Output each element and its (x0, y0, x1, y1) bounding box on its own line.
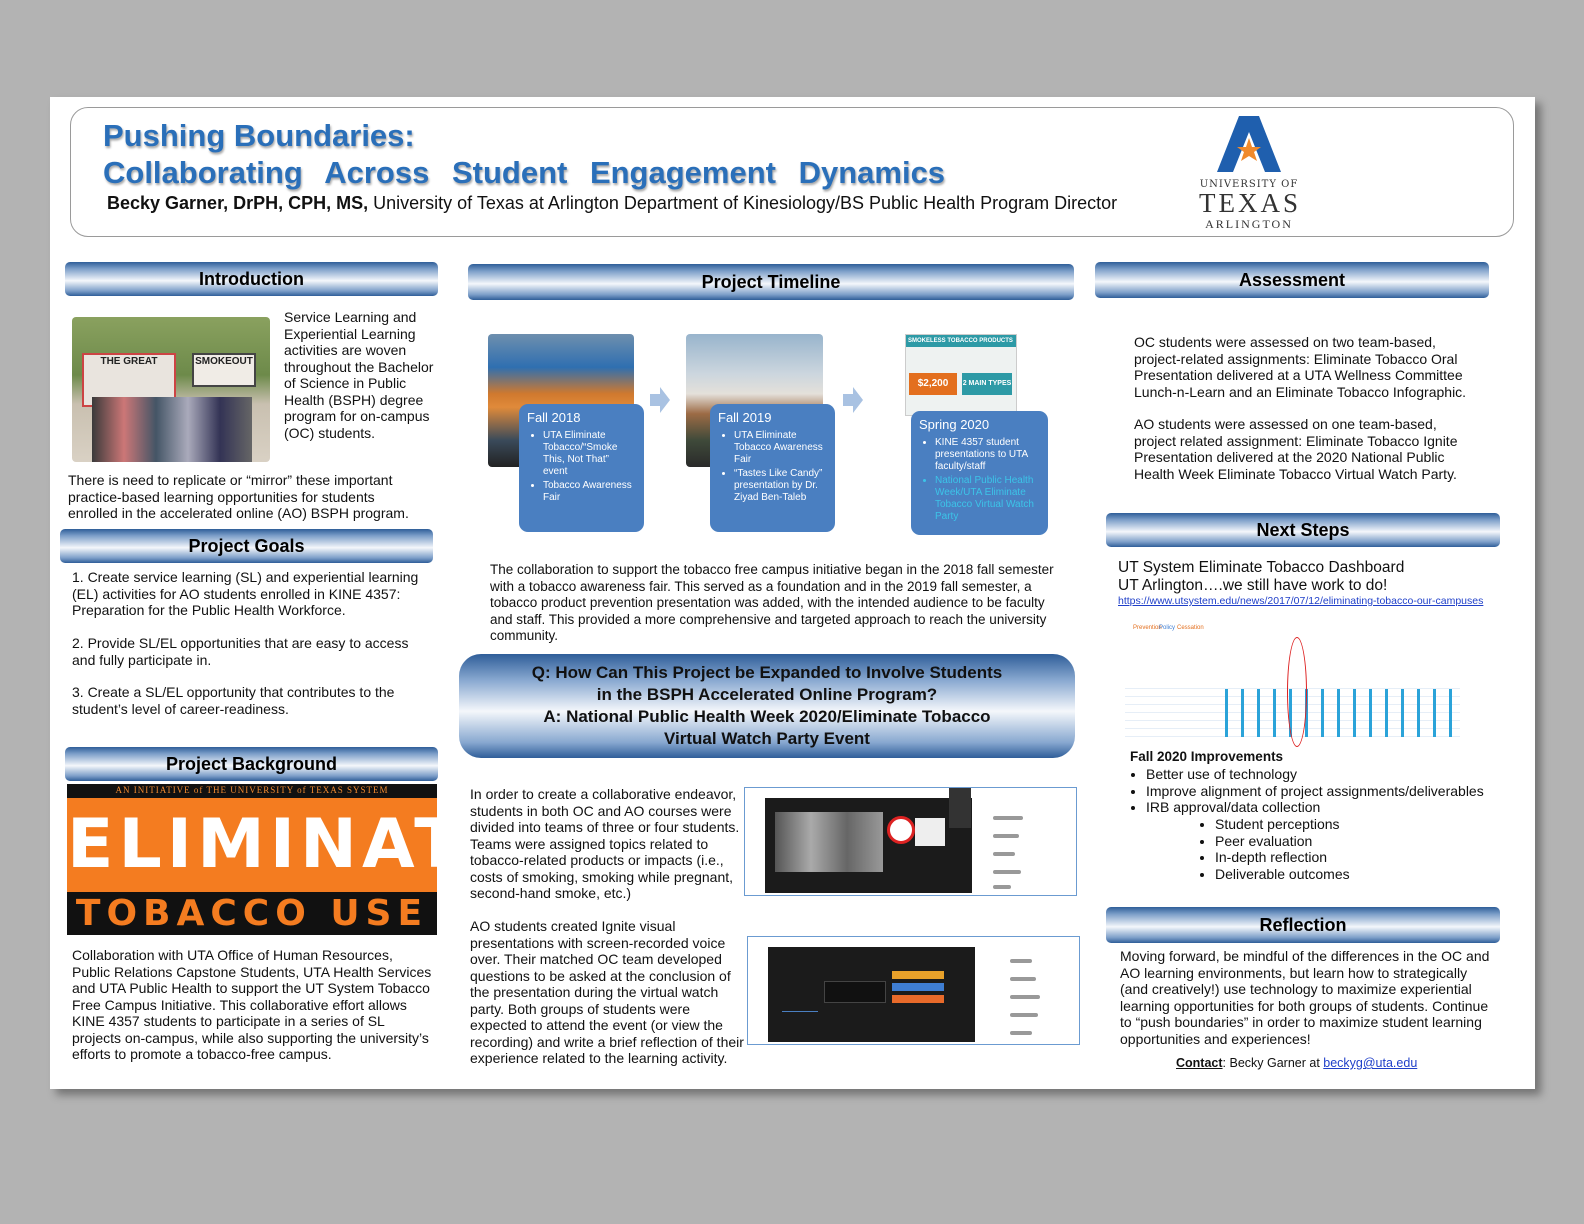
question-box (459, 654, 1075, 758)
watch-party-screenshot-2 (747, 936, 1080, 1045)
photo-sign-text-2: SMOKEOUT (195, 356, 253, 367)
improvement-item: • Improve alignment of project assignments/deliverables (1146, 783, 1506, 800)
timeline-title: Fall 2019 (718, 410, 772, 425)
slide-photo (775, 812, 883, 872)
dashboard-tab-prevention: Prevention (1133, 625, 1162, 631)
contact-label: Contact (1176, 1056, 1223, 1070)
background-body: Collaboration with UTA Office of Human Resources, Public Relations Capstone Students, UTA Health Services and UTA Public Health to support the UT System Tobacco Free Campus Initiative. This collaborative effort allows KINE 4357 students to participate in a series of SL projects on-campus, while also supporting the university’s efforts to promote a tobacco-free campus. (72, 947, 432, 1062)
dashboard-tab-policy: Policy (1159, 625, 1176, 631)
next-steps-line-2: UT Arlington….we still have work to do! (1118, 577, 1388, 594)
assessment-para-2: AO students were assessed on one team-based, project related assignment: Eliminate Tobacco Ignite Presentation delivered at the 2020 National Public Health Week Eliminate Tobacco Virtual Watch Party. (1134, 416, 1458, 482)
uta-highlight-oval (1287, 637, 1307, 747)
timeline-item: • UTA Eliminate Tobacco/“Smoke This, Not That” event (543, 430, 636, 478)
timeline-item-highlight: • National Public Health Week/UTA Eliminate Tobacco Virtual Watch Party (935, 475, 1040, 523)
timeline-title: Fall 2018 (527, 410, 581, 425)
timeline-item: • “Tastes Like Candy” presentation by Dr. Ziyad Ben-Taleb (734, 468, 827, 504)
timeline-arrow-icon (650, 387, 670, 413)
intro-photo (72, 317, 270, 462)
slide-bar-3 (892, 995, 944, 1003)
improvement-item: • IRB approval/data collection (1146, 799, 1506, 816)
eliminate-tobacco-banner (67, 784, 518, 935)
timeline-item: • UTA Eliminate Tobacco Awareness Fair (734, 430, 827, 466)
improvement-item: • Better use of technology (1146, 766, 1506, 783)
goals-heading: Project Goals (60, 529, 433, 563)
author-line (107, 193, 1117, 214)
banner-top-text: AN INITIATIVE of THE UNIVERSITY of TEXAS SYSTEM (67, 784, 437, 798)
photo-people (92, 397, 252, 462)
contact-email-link[interactable]: beckyg@uta.edu (1323, 1056, 1418, 1070)
slide-bar-2 (892, 983, 944, 991)
logo-line-3: ARLINGTON (1205, 217, 1293, 231)
dashboard-tab-cessation: Cessation (1177, 625, 1204, 631)
uta-logo (1199, 116, 1299, 232)
timeline-spring-2020 (911, 411, 1048, 535)
next-steps-line-1: UT System Eliminate Tobacco Dashboard (1118, 559, 1405, 576)
poster (50, 97, 1535, 1089)
timeline-fall-2019 (710, 404, 835, 532)
reflection-body: Moving forward, be mindful of the differences in the OC and AO learning environments, but learn how to strategically (and creatively!) use technology to maximize experiential learning opportunities for both groups of students. Continue to “push boundaries” in order to maximize student learning opportunities and experiences! (1120, 948, 1490, 1047)
question-line-1: Q: How Can This Project be Expanded to Involve Students (531, 663, 1003, 682)
improvements-list (1128, 766, 1506, 816)
answer-line-1: A: National Public Health Week 2020/Eliminate Tobacco (543, 707, 991, 726)
uta-a-icon (1217, 116, 1281, 172)
presenter-video (949, 788, 971, 828)
improvement-sub-item: • Deliverable outcomes (1215, 866, 1435, 883)
slide-map (915, 818, 945, 846)
next-steps-heading: Next Steps (1106, 513, 1500, 547)
watch-party-screenshot-1 (744, 787, 1077, 896)
author-name: Becky Garner, DrPH, CPH, MS, (107, 193, 369, 213)
assessment-para-1: OC students were assessed on two team-based, project-related assignments: Eliminate Tobacco Oral Presentation delivered at a UTA Wellness Committee Lunch-n-Learn and an Eliminate Tobacco Infographic. (1134, 334, 1467, 400)
contact-text: : Becky Garner at (1222, 1056, 1324, 1070)
dashboard-table (1125, 611, 1460, 741)
banner-sub-text: TOBACCO USE (75, 893, 429, 934)
title-line-2: Collaborating Across Student Engagement Dynamics (103, 155, 946, 190)
screenshot-screen (765, 798, 972, 893)
improvement-sub-item: • Peer evaluation (1215, 833, 1435, 850)
slide-link (782, 981, 818, 1012)
infographic-stat: $2,200 (909, 373, 957, 395)
goal-2: 2. Provide SL/EL opportunities that are easy to access and fully participate in. (72, 635, 409, 668)
timeline-item: • Tobacco Awareness Fair (543, 480, 636, 504)
timeline-heading: Project Timeline (468, 264, 1074, 300)
dashboard-link[interactable]: https://www.utsystem.edu/news/2017/07/12/eliminating-tobacco-our-campuses (1118, 595, 1484, 607)
timeline-body: The collaboration to support the tobacco free campus initiative began in the 2018 fall semester with a tobacco awareness fair. This served as a foundation and in the 2019 fall semester, a tobacco product prevention presentation was added, with the intended audience to be faculty and staff. This provided a more comprehensive and targeted approach to reach the university community. (490, 562, 1054, 643)
assessment-heading: Assessment (1095, 262, 1489, 298)
screenshot-screen (768, 947, 975, 1042)
watch-party-para-1: In order to create a collaborative endeavor, students in both OC and AO courses were divided into teams of three or four students. Teams were assigned topics related to tobacco-related products or impacts (i.e., costs of smoking, smoking while pregnant, second-hand smoke, etc.) (470, 786, 740, 901)
logo-line-1: UNIVERSITY OF (1199, 179, 1299, 190)
slide-panel (824, 981, 886, 1003)
improvements-title: Fall 2020 Improvements (1130, 749, 1284, 764)
background-heading: Project Background (65, 747, 438, 781)
intro-side-text: Service Learning and Experiential Learning activities are woven throughout the Bachelor of Science in Public Health (BSPH) degree program for on-campus (OC) students. (284, 309, 434, 441)
timeline-title: Spring 2020 (919, 417, 990, 432)
improvement-sub-list (1197, 816, 1435, 882)
dashboard-checkmarks (1225, 689, 1455, 737)
infographic-title: SMOKELESS TOBACCO PRODUCTS (906, 335, 1016, 347)
answer-line-2: Virtual Watch Party Event (664, 729, 870, 748)
intro-body: There is need to replicate or “mirror” these important practice-based learning opportunities for students enrolled in the accelerated online (AO) BSPH program. (68, 472, 409, 521)
introduction-heading: Introduction (65, 262, 438, 296)
improvement-sub-item: • Student perceptions (1215, 816, 1435, 833)
slide-bar-1 (892, 971, 944, 979)
banner-main-text: ELIMINATE (67, 798, 437, 892)
infographic-types: 2 MAIN TYPES (962, 373, 1012, 395)
reflection-heading: Reflection (1106, 907, 1500, 943)
author-affiliation: University of Texas at Arlington Department of Kinesiology/BS Public Health Program Director (373, 193, 1118, 213)
photo-sign-right (192, 353, 256, 387)
no-smoking-icon (887, 816, 915, 844)
logo-line-2: TEXAS (1199, 188, 1301, 218)
goal-3: 3. Create a SL/EL opportunity that contributes to the student’s level of career-readiness. (72, 684, 395, 717)
poster-header (70, 107, 1514, 237)
goal-1: 1. Create service learning (SL) and experiential learning (EL) activities for AO students enrolled in KINE 4357: Preparation for the Public Health Workforce. (72, 569, 419, 618)
timeline-item: • KINE 4357 student presentations to UTA faculty/staff (935, 437, 1040, 473)
title-line-1: Pushing Boundaries: (103, 118, 415, 153)
contact-line (1176, 1055, 1417, 1072)
question-line-2: in the BSPH Accelerated Online Program? (596, 685, 938, 704)
improvement-sub-item: • In-depth reflection (1215, 849, 1435, 866)
photo-sign-text-1: THE GREAT (100, 356, 158, 367)
timeline-arrow-icon (843, 387, 863, 413)
smokeless-infographic (905, 334, 1017, 416)
timeline-fall-2018 (519, 404, 644, 532)
watch-party-para-2: AO students created Ignite visual presentations with screen-recorded voice over. Their matched OC team developed questions to be asked at the conclusion of the presentation during the virtual watch party. Both groups of students were expected to attend the event (or view the recording) and write a brief reflection of their experience related to the learning activity. (470, 918, 744, 1066)
